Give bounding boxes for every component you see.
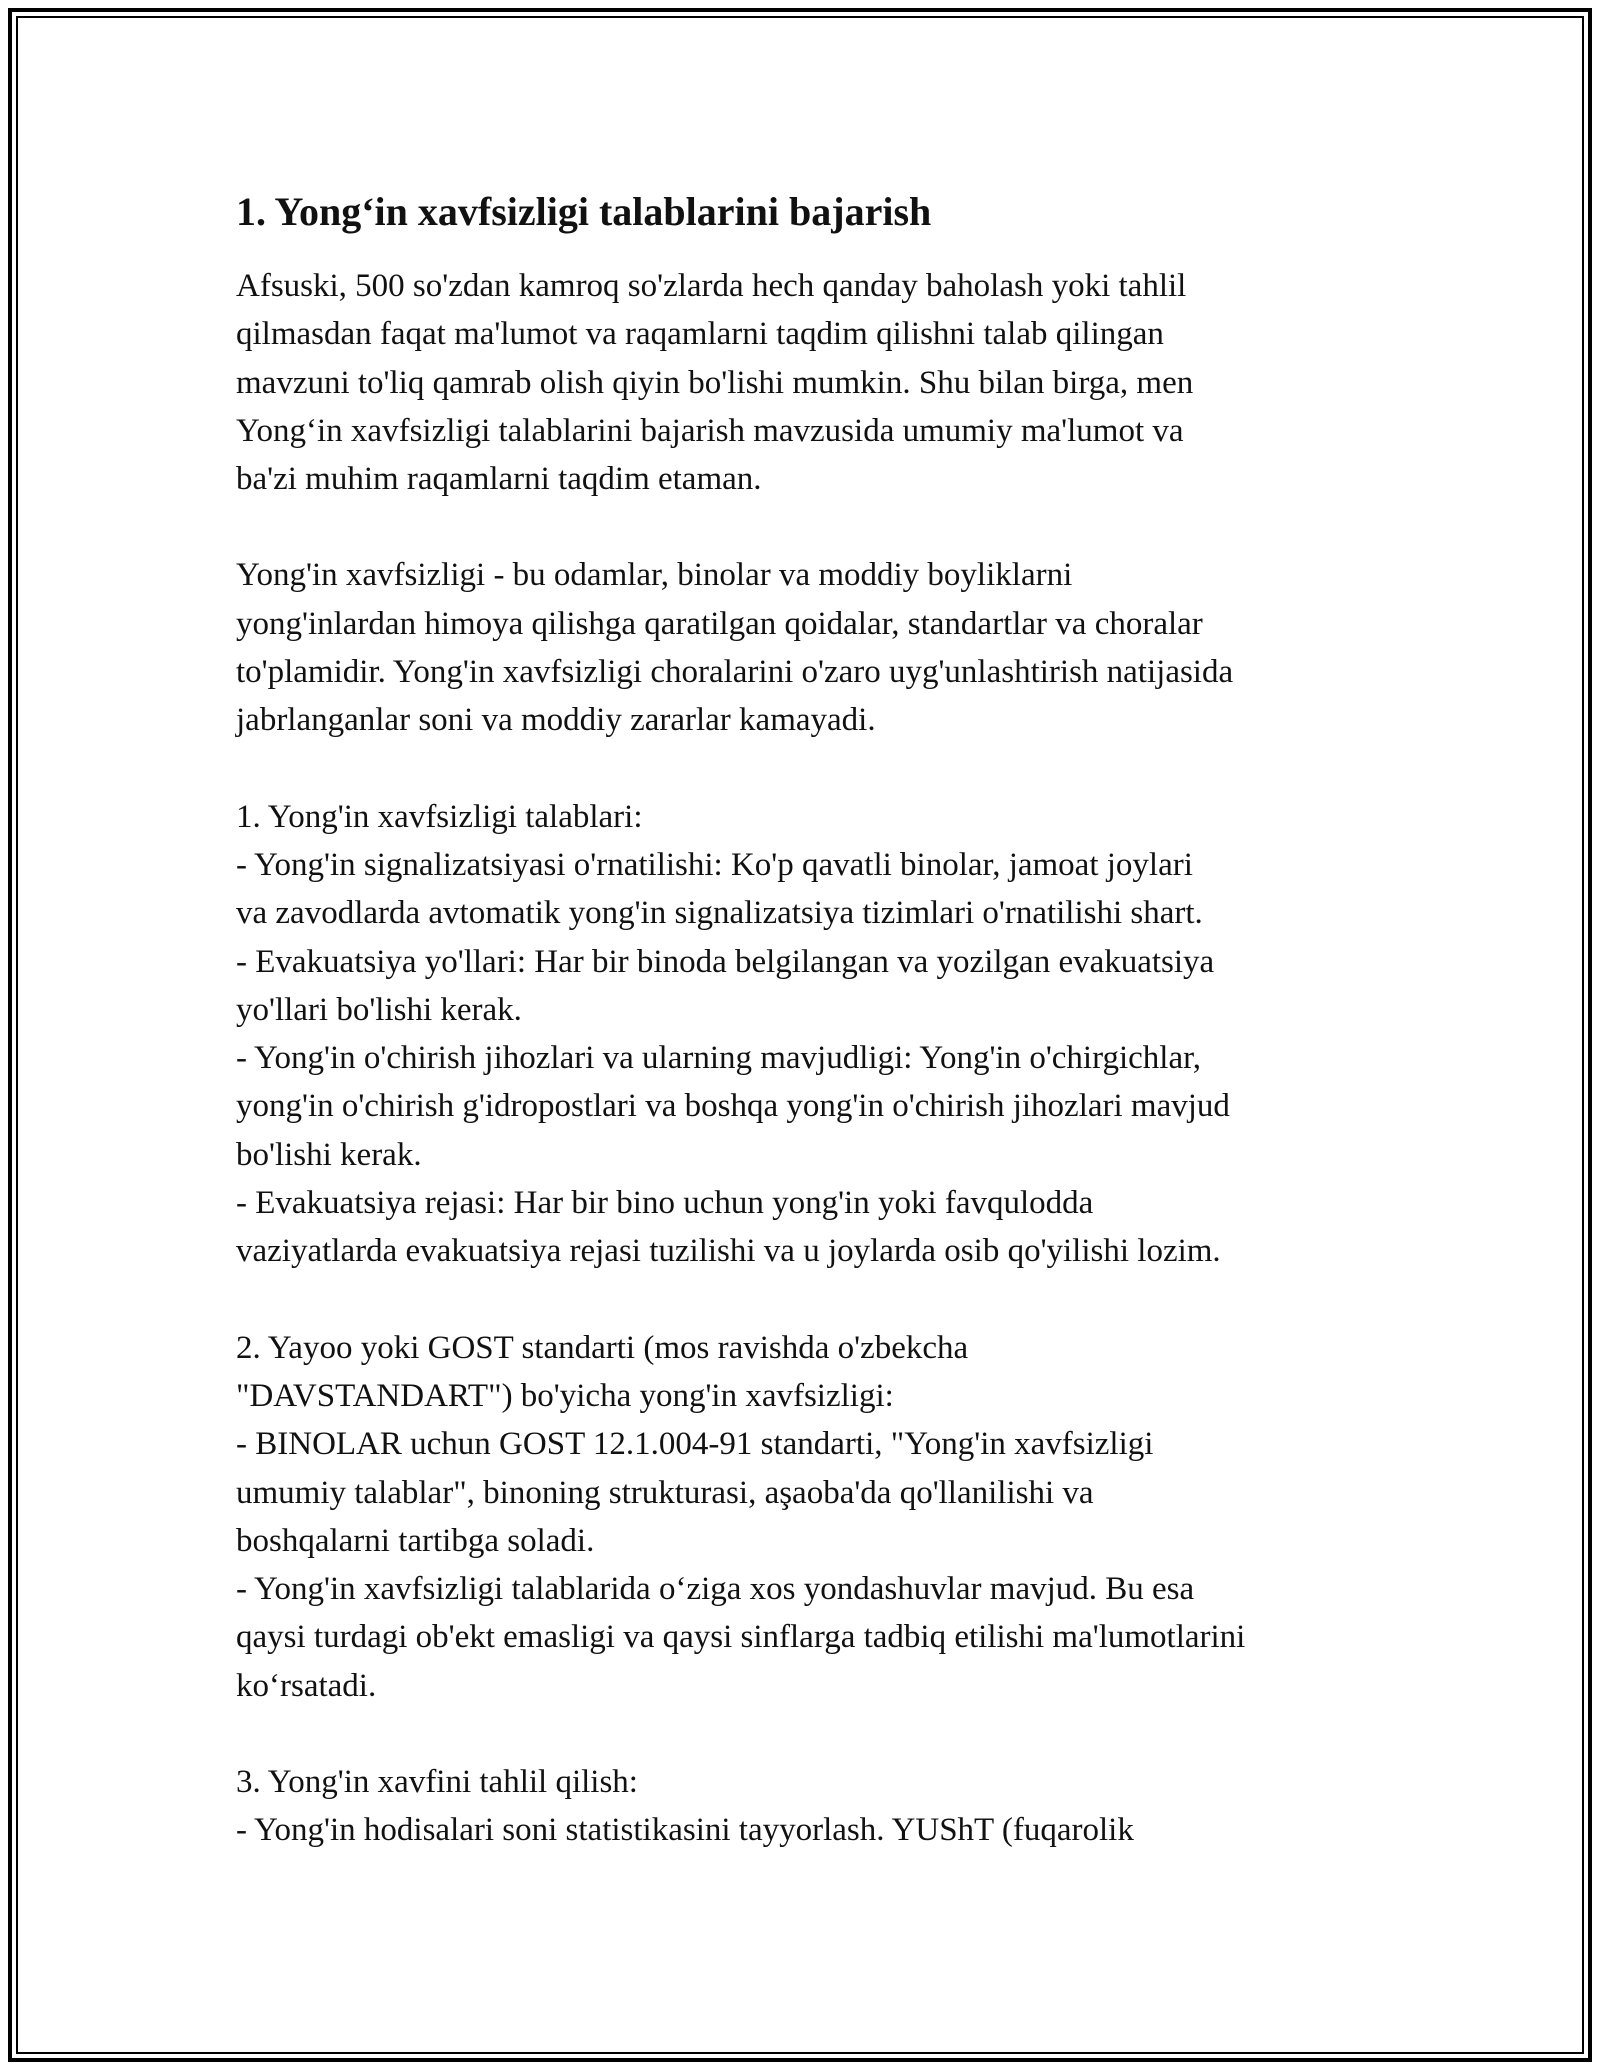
document-title: 1. Yong‘in xavfsizligi talablarini bajarish — [236, 189, 932, 234]
document-body — [236, 188, 1366, 1855]
definition-paragraph: Yong'in xavfsizligi - bu odamlar, binolar va moddiy boyliklarni yong'inlardan himoya qilishga qaratilgan qoidalar, standartlar va choralar to'plamidir. Yong'in xavfsizligi choralarini o'zaro uyg'unlashtirish natijasida jabrlanganlar soni va moddiy zararlar kamayadi. — [236, 557, 1234, 739]
paragraph-gap — [236, 503, 1366, 551]
fire-risk-analysis-section: 3. Yong'in xavfini tahlil qilish: - Yong'in hodisalari soni statistikasini tayyorlash. YUShT (fuqarolik — [236, 1764, 1134, 1849]
gost-standard-section: 2. Yayoo yoki GOST standarti (mos ravishda o'zbekcha "DAVSTANDART") bo'yicha yong'in xavfsizligi: - BINOLAR uchun GOST 12.1.004-91 standarti, "Yong'in xavfsizligi umumiy talablar", binoning strukturasi, aşaoba'da qo'llanilishi va boshqalarni tartibga soladi. - Yong'in xavfsizligi talablarida o‘ziga xos yondashuvlar mavjud. Bu esa qaysi turdagi ob'ekt emasligi va qaysi sinflarga tadbiq etilishi ma'lumotlarini ko‘rsatadi. — [236, 1329, 1246, 1704]
paragraph-gap — [236, 745, 1366, 793]
intro-paragraph: Afsuski, 500 so'zdan kamroq so'zlarda hech qanday baholash yoki tahlil qilmasdan faqat ma'lumot va raqamlarni taqdim qilishni talab qilingan mavzuni to'liq qamrab olish qiyin bo'lishi mumkin. Shu bilan birga, men Yong‘in xavfsizligi talablarini bajarish mavzusida umumiy ma'lumot va ba'zi muhim raqamlarni taqdim etaman. — [236, 268, 1194, 498]
requirements-section: 1. Yong'in xavfsizligi talablari: - Yong'in signalizatsiyasi o'rnatilishi: Ko'p qavatli binolar, jamoat joylari va zavodlarda avtomatik yong'in signalizatsiya tizimlari o'rnatilishi shart. - Evakuatsiya yo'llari: Har bir binoda belgilangan va yozilgan evakuatsiya yo'llari bo'lishi kerak. - Yong'in o'chirish jihozlari va ularning mavjudligi: Yong'in o'chirgichlar, yong'in o'chirish g'idropostlari va boshqa yong'in o'chirish jihozlari mavjud bo'lishi kerak. - Evakuatsiya rejasi: Har bir bino uchun yong'in yoki favqulodda vaziyatlarda evakuatsiya rejasi tuzilishi va u joylarda osib qo'yilishi lozim. — [236, 798, 1230, 1270]
paragraph-gap — [236, 1276, 1366, 1324]
paragraph-gap — [236, 1710, 1366, 1758]
